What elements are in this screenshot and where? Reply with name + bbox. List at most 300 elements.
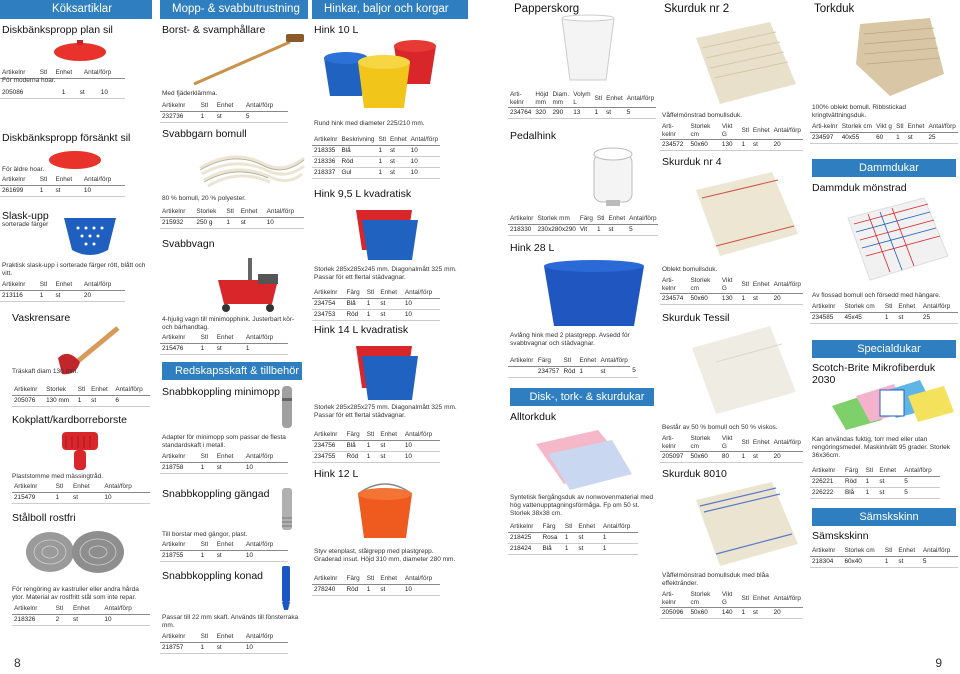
table-row [312,584,440,595]
table-cell: st [71,614,102,625]
table-header-cell: Stl [54,604,71,614]
table-header-cell: Antal/förp [244,632,288,642]
table-cell: 10 [403,584,440,595]
table-header-cell: Stl [38,68,54,78]
table-header-cell: Enhet [576,522,600,532]
table-header-cell: Volym L [573,91,591,106]
table-header-row [810,122,958,132]
page-number: 9 [935,656,942,670]
table-header-cell: Stl [864,466,878,476]
table-header-cell: Färg [843,466,864,476]
table-header-cell: Enhet [577,356,598,366]
table-header-row [160,632,288,642]
table-header-cell: Beskrivning [341,136,375,143]
table-cell: 218758 [160,462,199,473]
column-buckets [312,0,468,660]
table-row [810,312,958,323]
table-header-cell: Stl [38,280,54,290]
product-title: Skurduk 8010 [662,468,727,480]
table-header-cell: Artikelnr [810,466,843,476]
table-cell: Blå [843,487,864,498]
table-header-cell: Antal/förp [921,302,958,312]
table-cell: 205096 [660,608,688,619]
table-header-cell: Enhet [751,122,772,140]
table-bucket-12l [312,574,440,596]
table-cell: 218326 [12,614,54,625]
table-header-cell: Storlek cm [688,434,719,452]
table-cell: 234755 [312,451,344,462]
product-title: Kokplatt/kardborreborste [12,414,127,426]
table-header-cell: Artikelnr [160,540,199,550]
table-header-cell: Stl [54,482,71,492]
product-note: Våffelmönstrad bomullsduk med blåa effektränder. [662,572,769,587]
table-cell: 10 [403,451,440,462]
table-header-cell: Antal/förp [403,430,440,440]
table-header-cell: Artikelnr [0,280,38,290]
table-header-cell: Enhet [71,482,102,492]
table-cell: 230x280x290 [535,224,577,235]
table-cell: 250 g [194,217,224,228]
table-cell: 50x60 [688,608,719,619]
table-header-row [810,546,958,556]
table-header-row [160,207,304,217]
product-title: Scotch-Brite Mikrofiberduk 2030 [812,362,936,386]
table-row [312,309,440,320]
table-cell: st [239,217,265,228]
product-note: Träskaft diam 130 mm. [12,368,79,375]
table-cell: st [378,298,403,309]
product-title: Snabbkoppling konad [162,570,264,582]
product-note: Till borstar med gängor, plast. [162,531,248,538]
table-row [160,217,304,228]
table-cell: 234574 [660,294,688,305]
table-cell: 50x60 [688,452,719,463]
table-header-cell: Artikelnr [160,101,199,111]
table-header-cell: Antal/förp [629,215,657,222]
table-header-cell: Stl [739,276,750,294]
table-cell: 1 [199,462,215,473]
column-kitchen [0,0,152,660]
table-row [312,298,440,309]
round-bucket-12l-image [352,480,418,544]
table-header-cell: Antal/förp [244,101,288,111]
steel-scrubber-image [24,526,128,576]
product-title: Svabbvagn [162,238,215,250]
table-cell: 261699 [0,185,38,196]
table-header-cell: Storlek [44,385,76,395]
table-header-cell: Storlek cm [688,122,719,140]
table-header-cell: Antal/förp [102,604,150,614]
product-note: Kan användas fuktig, torr med eller utan rengöringsmedel. Maskintvätt 95 grader. Storlek 36x36cm. [812,436,951,459]
table-cell: 1 [199,642,215,653]
table-header-cell: Arti-kelnr [810,122,840,132]
table-cell: 1 [883,312,897,323]
table-header-cell: Artikelnr [314,136,338,143]
table-cell: st [576,532,600,543]
table-header-row [810,466,940,476]
table-cell: 140 [720,608,740,619]
round-buckets-image [318,36,444,118]
table-header-cell: Antal/förp [598,356,630,366]
table-row [508,224,658,235]
table-header-cell: Antal/förp [772,590,803,608]
table-header-cell: Enhet [378,574,403,584]
table-cell: 226221 [810,476,843,487]
table-cell: 205076 [12,395,44,406]
table-sink-strainer [0,280,125,302]
table-cell: 218304 [810,556,842,567]
table-row [312,145,440,156]
table-header-cell: Stl [883,302,897,312]
table-row [0,185,125,196]
table-row [312,167,440,178]
table-cell: st [896,556,920,567]
table-cell: 5 [902,487,940,498]
table-header-cell: Antal/förp [772,434,803,452]
table-header-cell: Enhet [751,276,772,294]
product-note: Rund hink med diameter 225/210 mm. [314,120,425,127]
table-header-row [660,434,803,452]
table-cell: 40x55 [840,132,874,143]
table-header-cell: Vikt G [720,276,740,294]
table-cell: 1 [739,452,750,463]
table-header-cell: Stl [199,540,215,550]
section-header-kitchen: Köksartiklar [0,0,152,19]
table-cell: st [78,88,99,99]
square-bucket-14l-image [352,340,422,404]
table-header-cell: Färg [579,215,593,222]
table-header-cell: Storlek cm [842,302,882,312]
table-header-cell: Stl [739,434,750,452]
table-row [160,642,288,653]
table-header-row [508,214,658,224]
table-header-cell: Arti-kelnr [660,434,688,452]
table-cell: 20 [772,140,803,151]
table-cell: 45x45 [842,312,882,323]
table-header-cell: Artikelnr [312,288,344,298]
table-duster [810,302,958,324]
section-header-floor-cloth: Skurduk nr 2 [660,0,806,19]
table-cell: 20 [82,290,125,301]
table-cell: 234754 [312,298,344,309]
table-row [160,343,288,354]
table-bucket-28l [508,356,638,378]
table-row [12,395,150,406]
table-row [312,156,440,167]
table-cell: st [604,108,625,119]
table-cell: 218337 [312,167,339,178]
table-cell: st [378,309,403,320]
table-header-cell: Enhet [896,302,920,312]
product-title: Stålboll rostfri [12,512,76,524]
table-cell: Gul [339,167,376,178]
table-row [810,476,940,487]
table-header-cell: Antal/förp [902,466,940,476]
table-header-cell: Storlek cm [688,590,719,608]
table-dish-towel [810,122,958,144]
table-row [0,290,125,301]
table-cell: 10 [403,298,440,309]
table-header-row [660,276,803,294]
table-cell: 10 [403,440,440,451]
table-header-cell: Stl [365,430,379,440]
all-purpose-cloth-image [528,424,638,492]
product-title: Dammduk mönstrad [812,182,907,194]
mop-cart-image [208,254,292,314]
column-mop [160,0,308,660]
table-cell: 10 [244,550,288,561]
table-row [312,440,440,451]
table-header-row [0,175,125,185]
table-header-cell: Artikelnr [312,430,344,440]
product-sink-plug-flat [0,24,152,39]
table-cell: 1 [60,88,78,99]
quick-coupling-mini-image [278,384,296,430]
table-cell: st [378,440,403,451]
table-cell: 234756 [312,440,344,451]
table-row [810,132,958,143]
table-cell: 205086 [0,88,60,99]
table-row [660,140,803,151]
table-header-cell: Arti-kelnr [660,122,688,140]
table-header-row [312,135,440,145]
table-header-row [508,356,638,366]
microfiber-cloth-image [828,376,956,432]
product-note: 4-hjulig vagn till minimopphink. Justerbart kör- och bärhandtag. [162,316,295,331]
table-cell: 25 [921,312,958,323]
table-cell: 205097 [660,452,688,463]
table-row [660,294,803,305]
table-cell: 1 [739,140,750,151]
dish-towel-image [850,14,950,100]
table-cell: 1 [864,487,878,498]
table-cell: Röd [344,451,364,462]
table-cell: 1 [739,608,750,619]
product-title: Svabbgarn bomull [162,128,247,140]
table-cell: 2 [54,614,71,625]
table-header-cell: Enhet [378,430,403,440]
table-cell: 60 [874,132,894,143]
table-cell: st [751,140,772,151]
table-cell: Blå [540,543,562,554]
table-header-cell: Artikelnr [160,207,194,217]
table-cell: st [896,312,920,323]
table-cell: 218755 [160,550,199,561]
table-header-row [508,522,638,532]
product-title: Hink 28 L [510,242,555,254]
table-cell: 1 [38,185,54,196]
table-cell: 20 [772,608,803,619]
table-cell: 1 [199,343,215,354]
table-row [12,614,150,625]
table-header-cell: Stl [38,175,54,185]
table-cell: 218757 [160,642,199,653]
product-title: Sämskskinn [812,530,869,542]
table-cell: st [378,451,403,462]
table-cell: 215932 [160,217,194,228]
table-cell: st [877,476,902,487]
table-cell: 1 [577,366,598,377]
table-floor-cloth-tessil [660,434,803,463]
section-bar-dusters: Dammdukar [812,159,956,177]
table-header-cell: Enhet [604,90,625,108]
section-bar-cloths: Disk-, tork- & skurdukar [510,388,654,406]
product-note: Plaststomme med mässingtråd. [12,473,104,480]
table-header-row [12,385,150,395]
table-header-cell: Enhet [53,68,81,78]
table-header-row [660,590,803,608]
table-cell: 5 [244,111,288,122]
table-row [508,108,656,119]
table-cell: Blå [344,440,364,451]
table-header-cell: Antal/förp [265,207,304,217]
table-header-cell: Enhet [89,385,113,395]
table-header-cell: Storlek mm [535,214,577,224]
product-note: Passar till 22 mm skaft. Används till fönsterraka mm. [162,614,299,629]
table-cell: 234753 [312,309,344,320]
table-cell: 50x60 [688,140,719,151]
table-header-cell: Artikelnr [510,215,534,222]
table-header-cell: Vikt G [720,122,740,140]
table-header-row [810,302,958,312]
product-note: Storlek 285x285x245 mm. Diagonalmått 325 mm. Passar för ett flertal städvagnar. [314,266,457,281]
table-cell: 20 [772,452,803,463]
table-header-cell: Arti-kelnr [660,590,688,608]
table-header-cell: Artikelnr [508,522,540,532]
floor-cloth-8010-image [690,478,802,570]
table-cell: 1 [601,532,638,543]
section-header-dish-towel: Torkduk [810,0,960,19]
table-row [12,492,150,503]
table-header-cell: Enhet [389,136,407,143]
table-header-row [508,90,656,108]
table-header-cell: Artikelnr [160,632,199,642]
table-header-cell: Enhet [378,288,403,298]
table-header-cell: Stl [739,590,750,608]
table-cell: 1 [377,156,388,167]
table-cell: 1 [365,440,379,451]
table-cell: 25 [926,132,958,143]
table-header-cell: Enhet [215,632,244,642]
table-cell: Blå [344,298,364,309]
section-header-buckets: Hinkar, baljor och korgar [312,0,468,19]
table-cell: 1 [563,532,577,543]
table-cell: 1 [864,476,878,487]
product-note: För moderna hoar. [2,77,56,84]
table-header-row [0,280,125,290]
table-cell: 10 [409,156,440,167]
table-floor-cloth-4 [660,276,803,305]
table-header-cell: Artikelnr [810,302,842,312]
table-header-cell: Stl [562,356,578,366]
table-cell: 10 [409,145,440,156]
table-cell: 13 [571,108,592,119]
product-note: Adapter för minimopp som passar de flesta standardskaft i metall. [162,434,286,449]
product-title: Vaskrensare [12,312,71,324]
table-header-cell: Färg [536,356,562,366]
table-header-cell: Storlek cm [688,276,719,294]
table-steel-scrubber [12,604,150,626]
table-header-cell: Antal/förp [772,122,803,140]
duster-image [840,194,952,284]
quick-coupling-threaded-image [278,486,296,532]
table-cell: 1 [76,395,89,406]
table-cell: 1 [595,224,606,235]
table-cell: st [388,145,409,156]
table-row [810,556,958,567]
table-header-cell: Artikelnr [0,68,38,78]
table-cell: st [215,111,244,122]
table-header-cell: Antal/förp [410,136,439,143]
table-cell: 1 [224,217,238,228]
table-header-cell: Enhet [877,466,902,476]
section-header-mop: Mopp- & svabbutrustning [160,0,308,19]
table-cell: 50x60 [688,294,719,305]
table-cell: 10 [409,167,440,178]
table-bucket-14l [312,430,440,463]
table-header-cell: Enhet [239,207,265,217]
table-cell: st [53,290,81,301]
product-title: Diskbänkspropp försänkt sil [2,132,131,144]
table-cell: st [598,366,630,377]
table-header-cell: Arti-kelnr [508,90,533,108]
table-row [160,111,288,122]
table-floor-cloth-2 [660,122,803,151]
table-header-cell: Höjd mm [535,91,549,106]
table-row [508,532,638,543]
table-cell: 10 [82,185,125,196]
table-coupling-mini [160,452,288,474]
product-note: Består av 50 % bomull och 50 % viskos. [662,424,778,431]
table-cell: 234764 [508,108,533,119]
table-header-cell: Artikelnr [160,452,199,462]
table-brush-holder [160,101,288,123]
table-header-cell: Färg [344,574,364,584]
table-cell [508,366,536,377]
table-header-cell: Antal/förp [244,540,288,550]
table-cell: 232736 [160,111,199,122]
table-header-cell: Stl [199,101,215,111]
table-row [312,451,440,462]
table-sink-plug-sunk [0,175,125,197]
table-cell: 5 [625,108,656,119]
bucket-28l-image [538,256,650,332]
product-title: Snabbkoppling minimopp [162,386,280,398]
table-header-cell: Vikt G [720,434,740,452]
table-row [160,462,288,473]
table-cell: 234585 [810,312,842,323]
product-note: Med fjäderklämma. [162,90,218,97]
table-cell: st [215,343,244,354]
table-header-cell: Storlek cm [842,546,882,556]
table-header-cell: Stl [365,574,379,584]
product-note: Av flossad bomull och försedd med hängare. [812,292,941,299]
product-note: Oblekt bomullsduk. [662,266,718,273]
table-cell: Blå [339,145,376,156]
product-title: Diskbänkspropp plan sil [2,24,113,36]
quick-coupling-cone-image [278,564,294,612]
table-header-cell: Artikelnr [12,482,54,492]
table-header-cell: Storlek [194,207,224,217]
table-coupling-cone [160,632,288,654]
table-cell: st [751,452,772,463]
product-title: Hink 14 L kvadratisk [314,324,409,336]
table-header-cell: Stl [378,136,386,143]
floor-cloth-tessil-image [686,322,800,418]
product-note: Avlång hink med 2 plastgrepp. Avsedd för svabbvagnar och städvagnar. [510,332,630,347]
table-cell: 1 [739,294,750,305]
table-header-cell: Enhet [906,122,927,132]
